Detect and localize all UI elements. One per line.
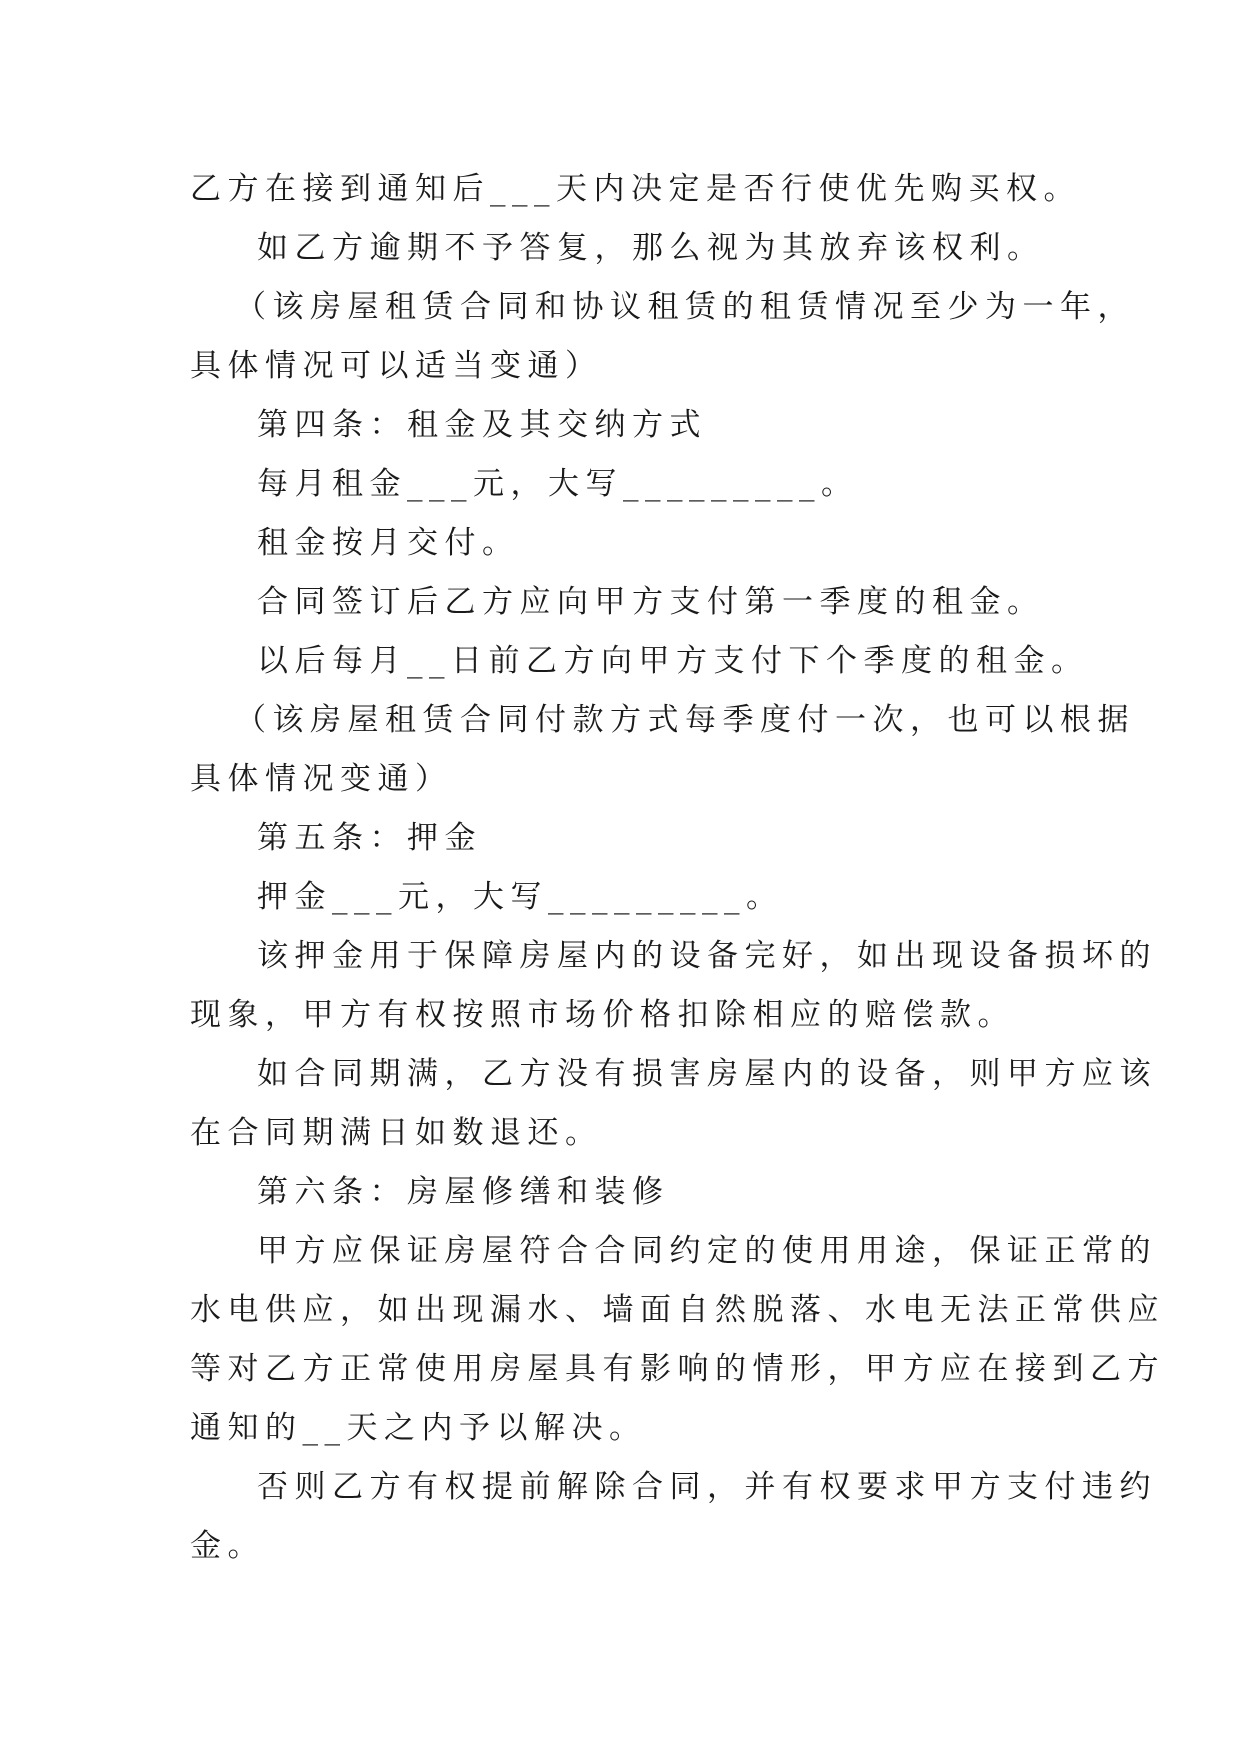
section-heading: 第五条：押金 — [257, 820, 482, 856]
section-heading: 第六条：房屋修缮和装修 — [257, 1174, 670, 1210]
text-line: 金。 — [190, 1528, 265, 1564]
text-line: 甲方应保证房屋符合合同约定的使用用途，保证正常的 — [257, 1233, 1157, 1269]
text-line: （该房屋租赁合同和协议租赁的租赁情况至少为一年， — [235, 289, 1135, 325]
text-line: 具体情况可以适当变通） — [190, 348, 603, 384]
contract-text — [190, 160, 1165, 1576]
text-line: 等对乙方正常使用房屋具有影响的情形，甲方应在接到乙方 — [190, 1351, 1165, 1387]
text-line: 每月租金___元，大写_________。 — [257, 466, 859, 502]
text-line: 该押金用于保障房屋内的设备完好，如出现设备损坏的 — [257, 938, 1157, 974]
text-line: 否则乙方有权提前解除合同，并有权要求甲方支付违约 — [257, 1469, 1157, 1505]
section-heading: 第四条：租金及其交纳方式 — [257, 407, 707, 443]
text-line: 乙方在接到通知后___天内决定是否行使优先购买权。 — [190, 171, 1081, 207]
text-line: （该房屋租赁合同付款方式每季度付一次，也可以根据 — [235, 702, 1135, 738]
text-line: 现象，甲方有权按照市场价格扣除相应的赔偿款。 — [190, 997, 1015, 1033]
text-line: 水电供应，如出现漏水、墙面自然脱落、水电无法正常供应 — [190, 1292, 1165, 1328]
text-line: 合同签订后乙方应向甲方支付第一季度的租金。 — [257, 584, 1045, 620]
text-line: 具体情况变通） — [190, 761, 453, 797]
text-line: 租金按月交付。 — [257, 525, 520, 561]
text-line: 押金___元，大写_________。 — [257, 879, 784, 915]
text-line: 以后每月__日前乙方向甲方支付下个季度的租金。 — [257, 643, 1089, 679]
text-line: 如合同期满，乙方没有损害房屋内的设备，则甲方应该 — [257, 1056, 1157, 1092]
text-line: 如乙方逾期不予答复，那么视为其放弃该权利。 — [257, 230, 1045, 266]
text-line: 在合同期满日如数退还。 — [190, 1115, 603, 1151]
text-line: 通知的__天之内予以解决。 — [190, 1410, 647, 1446]
